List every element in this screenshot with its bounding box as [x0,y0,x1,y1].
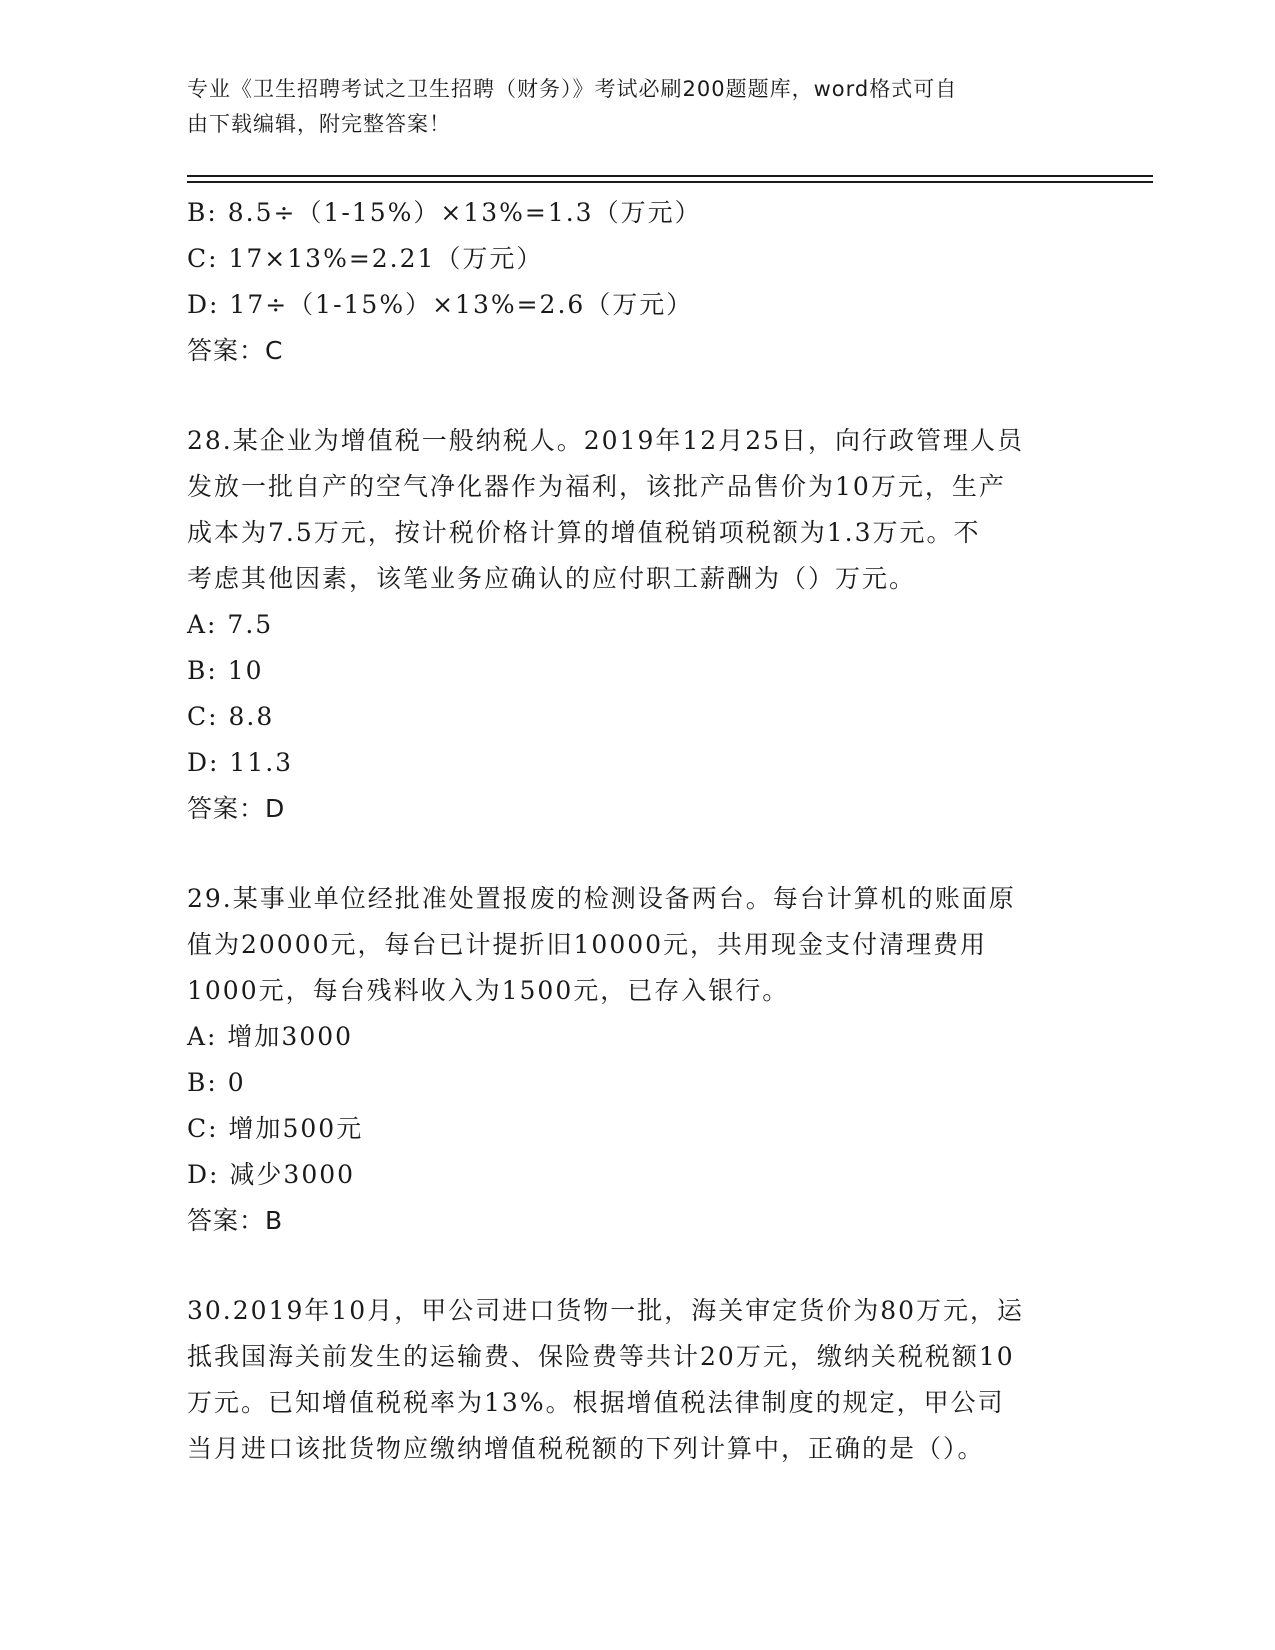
option-a: A: 增加3000 [187,1022,354,1051]
document-header [187,72,1087,142]
answer-label: 答案：D [187,794,286,823]
answer-label: 答案：B [187,1206,284,1235]
question-text-line: 发放一批自产的空气净化器作为福利，该批产品售价为10万元，生产 [187,472,1006,501]
option-d: D: 17÷（1-15%）×13%=2.6（万元） [187,290,694,319]
option-a: A: 7.5 [187,610,274,639]
option-d: D: 11.3 [187,748,294,777]
question-text-line: 值为20000元，每台已计提折旧10000元，共用现金支付清理费用 [187,930,988,959]
question-29 [187,876,1087,1244]
header-line-1: 专业《卫生招聘考试之卫生招聘（财务）》考试必刷200题题库，word格式可自 [187,77,958,101]
question-text-line: 万元。已知增值税税率为13%。根据增值税法律制度的规定，甲公司 [187,1388,1005,1417]
option-b: B: 0 [187,1068,246,1097]
option-c: C: 8.8 [187,702,275,731]
question-text-line: 当月进口该批货物应缴纳增值税税额的下列计算中，正确的是（）。 [187,1434,985,1463]
question-text-line: 成本为7.5万元，按计税价格计算的增值税销项税额为1.3万元。不 [187,518,981,547]
prev-question-block [187,190,1087,374]
question-28 [187,418,1087,832]
header-line-2: 由下载编辑，附完整答案！ [187,112,451,136]
question-30 [187,1288,1087,1472]
header-rule-top [187,175,1153,177]
header-rule-bottom [187,181,1153,183]
option-d: D: 减少3000 [187,1160,356,1189]
question-text-line: 30.2019年10月，甲公司进口货物一批，海关审定货价为80万元，运 [187,1296,1025,1325]
option-b: B: 8.5÷（1-15%）×13%=1.3（万元） [187,198,702,227]
question-text-line: 1000元，每台残料收入为1500元，已存入银行。 [187,976,790,1005]
answer-label: 答案：C [187,336,284,365]
document-body [187,190,1087,1472]
question-text-line: 28.某企业为增值税一般纳税人。2019年12月25日，向行政管理人员 [187,426,1025,455]
question-text-line: 抵我国海关前发生的运输费、保险费等共计20万元，缴纳关税税额10 [187,1342,1015,1371]
question-text-line: 考虑其他因素，该笔业务应确认的应付职工薪酬为（）万元。 [187,564,917,593]
option-b: B: 10 [187,656,264,685]
question-text-line: 29.某事业单位经批准处置报废的检测设备两台。每台计算机的账面原 [187,884,1016,913]
option-c: C: 17×13%=2.21（万元） [187,244,544,273]
option-c: C: 增加500元 [187,1114,364,1143]
